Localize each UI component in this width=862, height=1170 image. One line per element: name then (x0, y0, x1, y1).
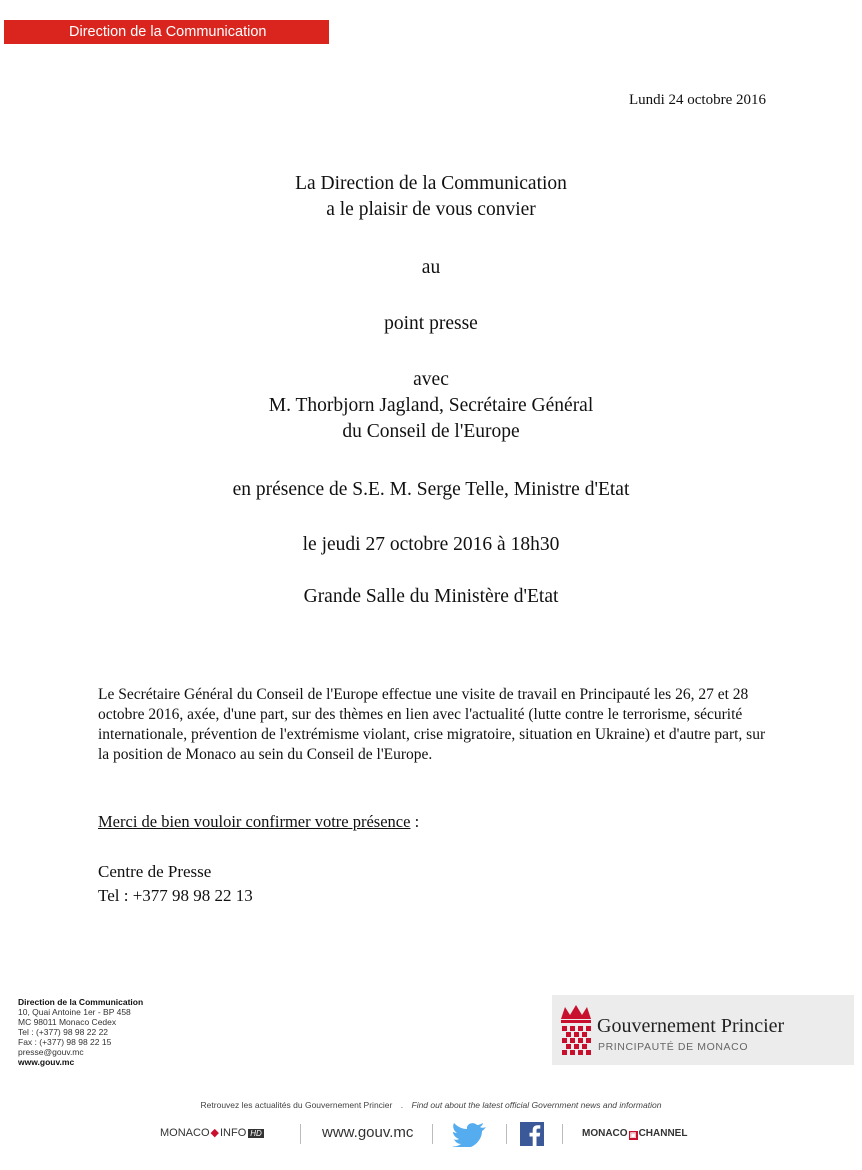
header-banner (4, 20, 329, 44)
government-logo (552, 995, 854, 1065)
logo-title: Gouvernement Princier (597, 1015, 785, 1037)
contact-block (98, 860, 253, 908)
tagline-en: Find out about the latest official Government news and information (411, 1100, 662, 1110)
event-place: Grande Salle du Ministère d'Etat (303, 586, 559, 607)
footer-address-line1: 10, Quai Antoine 1er - BP 458 (18, 1007, 131, 1017)
footer-address-fax: Fax : (+377) 98 98 22 15 (18, 1037, 112, 1047)
footer-address-line2: MC 98011 Monaco Cedex (18, 1017, 117, 1027)
footer-address-web: www.gouv.mc (18, 1057, 75, 1067)
channel-text-b: CHANNEL (638, 1128, 688, 1139)
footer-tagline (0, 1100, 862, 1110)
monaco-info-text-b: INFO (219, 1127, 247, 1139)
header-label: Direction de la Communication (69, 24, 267, 40)
event-type: point presse (384, 313, 478, 334)
footer-links (160, 1122, 720, 1148)
contact-name: Centre de Presse (98, 862, 212, 881)
channel-text-a: MONACO (582, 1128, 628, 1139)
crown-emblem-icon (558, 1003, 594, 1059)
divider (506, 1124, 507, 1144)
tagline-fr: Retrouvez les actualités du Gouvernement Princier (200, 1100, 393, 1110)
monaco-info-link[interactable] (160, 1126, 264, 1139)
monaco-info-text-a: MONACO (160, 1127, 210, 1139)
confirm-label: Merci de bien vouloir confirmer votre présence (98, 812, 411, 831)
document-date: Lundi 24 octobre 2016 (628, 92, 766, 108)
footer-address-title: Direction de la Communication (18, 997, 144, 1007)
invitation-line-1: La Direction de la Communication (295, 173, 567, 194)
guest-line-2: du Conseil de l'Europe (342, 421, 520, 442)
footer-address (18, 997, 143, 1067)
channel-logo-icon: ▣ (629, 1132, 637, 1139)
guest-line-1: M. Thorbjorn Jagland, Secrétaire Général (268, 395, 594, 416)
divider (432, 1124, 433, 1144)
footer-address-email: presse@gouv.mc (18, 1047, 84, 1057)
footer-address-tel: Tel : (+377) 98 98 22 22 (18, 1027, 109, 1037)
presence-line: en présence de S.E. M. Serge Telle, Ministre d'Etat (232, 479, 630, 500)
invitation-avec: avec (413, 369, 449, 390)
divider (300, 1124, 301, 1144)
logo-subtitle: PRINCIPAUTÉ DE MONACO (598, 1041, 749, 1053)
twitter-icon[interactable] (452, 1123, 488, 1147)
body-paragraph: Le Secrétaire Général du Conseil de l'Europe effectue une visite de travail en Principauté les 26, 27 et 28 octobre 2016, axée, d'une part, sur des thèmes en lien avec l'actualité (lutte contre le terrorisme, sécurité internationale, prévention de l'extrémisme violant, crise migratoire, situation en Ukraine) et d'autre part, sur la position de Monaco au sein du Conseil de l'Europe. (98, 686, 766, 763)
diamond-icon: ◆ (210, 1127, 219, 1139)
hd-badge: HD (250, 1129, 262, 1138)
invitation-au: au (421, 257, 441, 278)
website-link[interactable]: www.gouv.mc (322, 1124, 414, 1141)
facebook-icon[interactable] (520, 1122, 544, 1146)
invitation-line-2: a le plaisir de vous convier (326, 199, 536, 220)
monaco-channel-link[interactable] (582, 1128, 687, 1140)
tagline-separator: . (400, 1100, 404, 1110)
divider (562, 1124, 563, 1144)
confirm-suffix: : (410, 812, 420, 831)
confirm-request (98, 812, 419, 832)
contact-tel: Tel : +377 98 98 22 13 (98, 886, 253, 905)
event-datetime: le jeudi 27 octobre 2016 à 18h30 (302, 534, 560, 555)
